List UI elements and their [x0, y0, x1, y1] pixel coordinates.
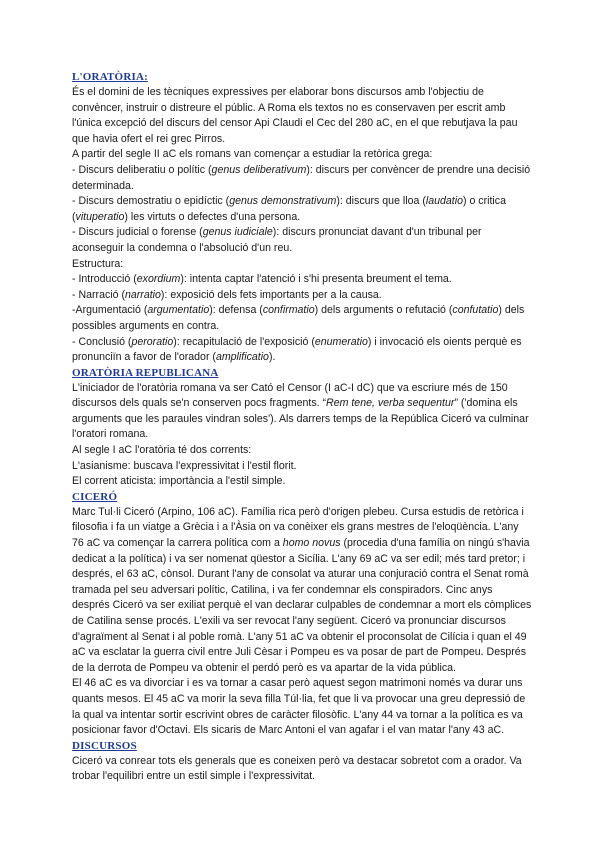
cicero-biography: Marc Tul·li Ciceró (Arpino, 106 aC). Família rica però d'origen plebeu. Cursa estudis de retòrica i filosofia i fa un viatge a Grècia i a l'Àsia on va conèixer els grans mestres de l'eloqüència. L'any 76 aC va començar la carrera política com a homo novus (procedia d'una família on ningú s'havia dedicat a la política) i va ser nomenat qüestor a Sicília. L'any 69 aC va ser edil; més tard pretor; i després, el 63 aC, cònsol. Durant l'any de consolat va aturar una conjuració contra el Senat romà tramada pel seu adversari polític, Catilina, i va fer condemnar els conspiradors. Cinc anys després Ciceró va ser exiliat perquè el van declarar culpables de condemnar a mort els còmplices de Catilina sense procés. L'exili va ser revocat l'any següent. Ciceró va pronunciar discursos d'agraïment al Senat i al poble romà. L'any 51 aC va obtenir el proconsolat de Cilícia i quan el 49 aC va esclatar la guerra civil entre Juli Cèsar i Pompeu es va posar de part de Pompeu. Després de la derrota de Pompeu va obtenir el perdó però es va apartar de la vida pública.	[72, 505, 532, 674]
corrents-intro: Al segle I aC l'oratòria té dos corrents:	[72, 444, 252, 457]
heading-oratoria-republicana: ORATÒRIA REPUBLICANA	[72, 366, 219, 379]
estructura-argumentacio: -Argumentació (argumentatio): defensa (confirmatio) dels arguments o refutació (confutatio) dels possibles arguments en contra.	[72, 304, 525, 332]
retorica-intro: A partir del segle II aC els romans van començar a estudiar la retòrica grega:	[72, 148, 433, 161]
document-page	[72, 70, 532, 785]
estructura-conclusio: - Conclusió (peroratio): recapitulació de l'exposició (enumeratio) i invocació els oients perquè es pronunciïn a favor de l'orador (amplificatio).	[72, 335, 522, 364]
corrent-aticista: El corrent aticista: importància a l'estil simple.	[72, 475, 286, 488]
discurs-deliberatiu: - Discurs deliberatiu o polític (genus deliberativum): discurs per convèncer de prendre una decisió determinada.	[72, 163, 531, 192]
heading-oratoria: L'ORATÒRIA:	[72, 71, 148, 83]
oratoria-intro: És el domini de les tècniques expressives per elaborar bons discursos amb l'objectiu de convèncer, instruir o distreure el públic. A Roma els textos no es conservaven per escrit amb l'única excepció del discurs del censor Api Claudi el Cec del 280 aC, en el que rebutjava la pau que havia ofert el rei grec Pirros.	[72, 86, 518, 145]
discursos-paragraph: Ciceró va conrear tots els generals que es coneixen però va destacar sobretot com a orador. Va trobar l'equilibri entre un estil simple i l'expressivitat.	[72, 754, 522, 783]
estructura-label: Estructura:	[72, 257, 124, 270]
heading-cicero: CICERÓ	[72, 490, 118, 503]
discurs-judicial: - Discurs judicial o forense (genus iudiciale): discurs pronunciat davant d'un tribunal per aconseguir la condemna o l'absolució d'un reu.	[72, 226, 482, 254]
estructura-narracio: - Narració (narratio): exposició dels fets importants per a la causa.	[72, 288, 382, 301]
corrent-asianisme: L'asianisme: buscava l'expressivitat i l'estil florit.	[72, 459, 297, 472]
discurs-demostratiu: - Discurs demostratiu o epidíctic (genus demonstrativum): discurs que lloa (laudatio) o critica (vituperatio) les virtuts o defectes d'una persona.	[72, 195, 506, 223]
cicero-later-life: El 46 aC es va divorciar i es va tornar a casar però aquest segon matrimoni només va durar uns quants mesos. El 45 aC va morir la seva filla Túl·lia, fet que li va provocar una greu depressió de la qual va intentar sortir escrivint obres de caràcter filosòfic. L'any 44 va tornar a la política es va posicionar favor d'Octavi. Els sicaris de Marc Antoni el van agafar i el van matar l'any 43 aC.	[72, 677, 526, 737]
heading-discursos: DISCURSOS	[72, 739, 137, 752]
estructura-introduccio: - Introducció (exordium): intenta captar l'atenció i s'hi presenta breument el tema.	[72, 273, 452, 286]
republicana-paragraph: L'iniciador de l'oratòria romana va ser Cató el Censor (I aC-I dC) que va escriure més de 150 discursos dels quals se'n conserven pocs fragments. “Rem tene, verba sequentur” ('domina els arguments que les paraules vindran soles'). Als darrers temps de la República Ciceró va culminar l'oratori romana.	[72, 381, 529, 441]
